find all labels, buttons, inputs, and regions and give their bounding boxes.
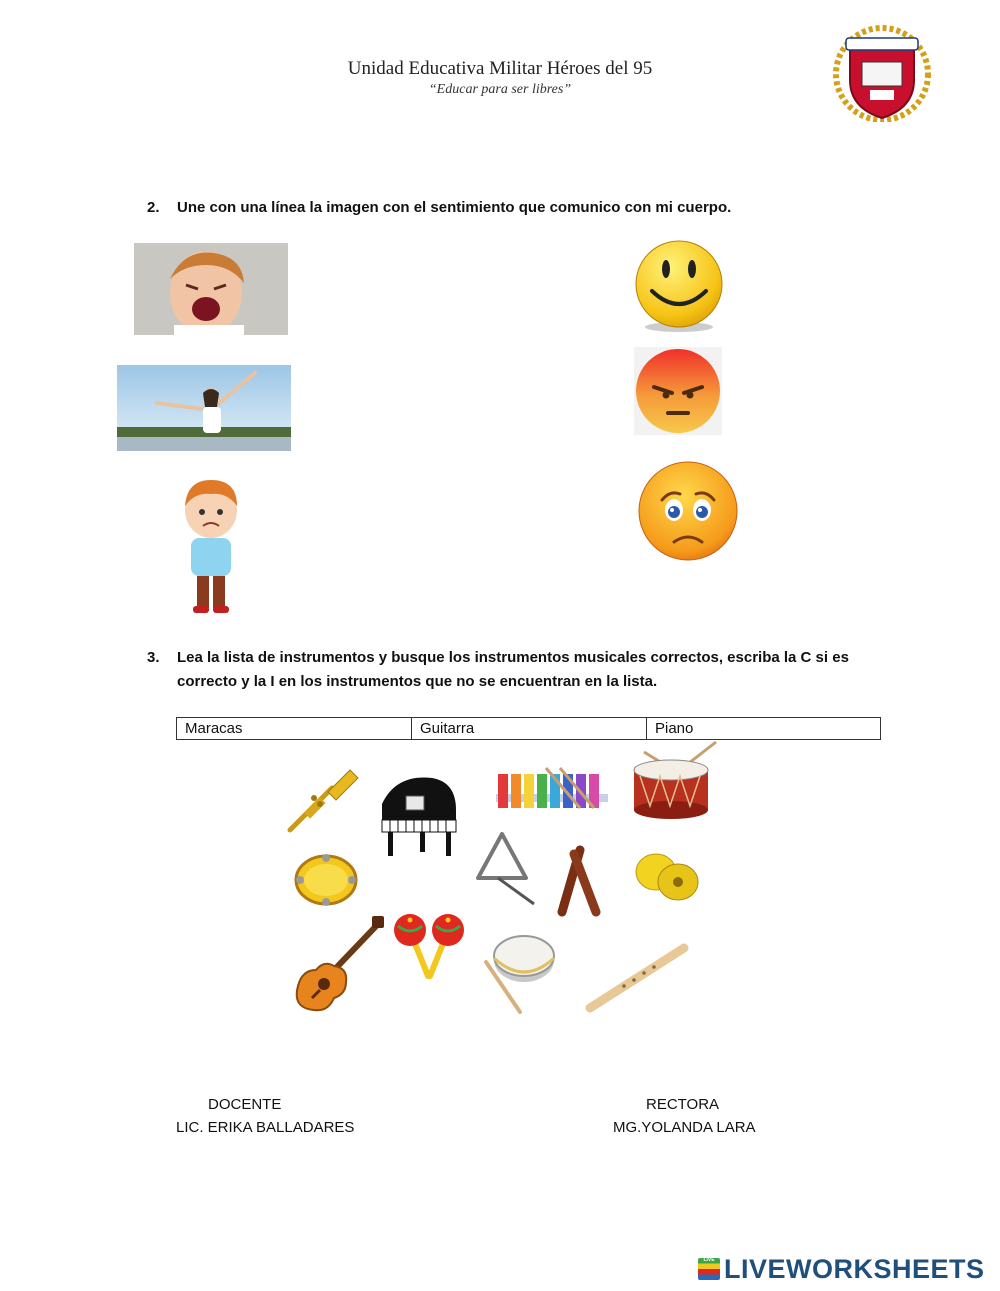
school-motto: “Educar para ser libres”: [428, 82, 572, 97]
school-logo: [832, 22, 932, 122]
liveworksheets-logo-icon: [698, 1258, 720, 1280]
question-2-text: Une con una línea la imagen con el sentimiento que comunico con mi cuerpo.: [177, 199, 732, 216]
question-3-text: Lea la lista de instrumentos y busque los instrumentos musicales correctos, escriba la C si es correcto y la I en los instrumentos que no se encuentran en la lista.: [177, 649, 849, 690]
question-2-number: 2.: [147, 199, 160, 216]
instrument-cell-guitarra: Guitarra: [412, 718, 647, 740]
school-name: Unidad Educativa Militar Héroes del 95: [347, 58, 653, 79]
question-3: [147, 646, 887, 696]
maracas-image[interactable]: [392, 908, 466, 982]
cymbals-image[interactable]: [634, 848, 700, 906]
drum-image[interactable]: [626, 740, 718, 822]
instrument-list-table: [176, 717, 881, 740]
angry-child-photo[interactable]: [134, 243, 288, 335]
triangle-image[interactable]: [472, 828, 538, 906]
trumpet-image[interactable]: [284, 764, 360, 838]
principal-role: RECTORA: [646, 1096, 720, 1113]
sad-boy-cartoon[interactable]: [175, 476, 247, 616]
tambourine-image[interactable]: [292, 852, 360, 908]
question-2: [147, 196, 887, 222]
recorder-flute-image[interactable]: [584, 942, 690, 1014]
sad-emoji[interactable]: [636, 460, 740, 562]
instrument-cell-piano: Piano: [647, 718, 881, 740]
principal-name: MG.YOLANDA LARA: [613, 1119, 756, 1136]
happy-woman-photo[interactable]: [117, 365, 291, 451]
angry-emoji[interactable]: [634, 347, 722, 435]
question-3-number: 3.: [147, 649, 160, 666]
liveworksheets-watermark: [698, 1254, 998, 1284]
teacher-role: DOCENTE: [208, 1096, 282, 1113]
xylophone-image[interactable]: [490, 764, 612, 816]
instrument-cell-maracas: Maracas: [177, 718, 412, 740]
hand-drum-image[interactable]: [482, 934, 558, 1014]
piano-image[interactable]: [376, 770, 460, 860]
watermark-badge: LIVE: [698, 1258, 720, 1280]
watermark-text: LIVEWORKSHEETS: [724, 1254, 985, 1284]
claves-image[interactable]: [552, 842, 606, 920]
happy-emoji[interactable]: [634, 239, 724, 333]
table-row: [177, 718, 881, 740]
teacher-name: LIC. ERIKA BALLADARES: [176, 1119, 355, 1136]
guitar-image[interactable]: [290, 916, 386, 1014]
